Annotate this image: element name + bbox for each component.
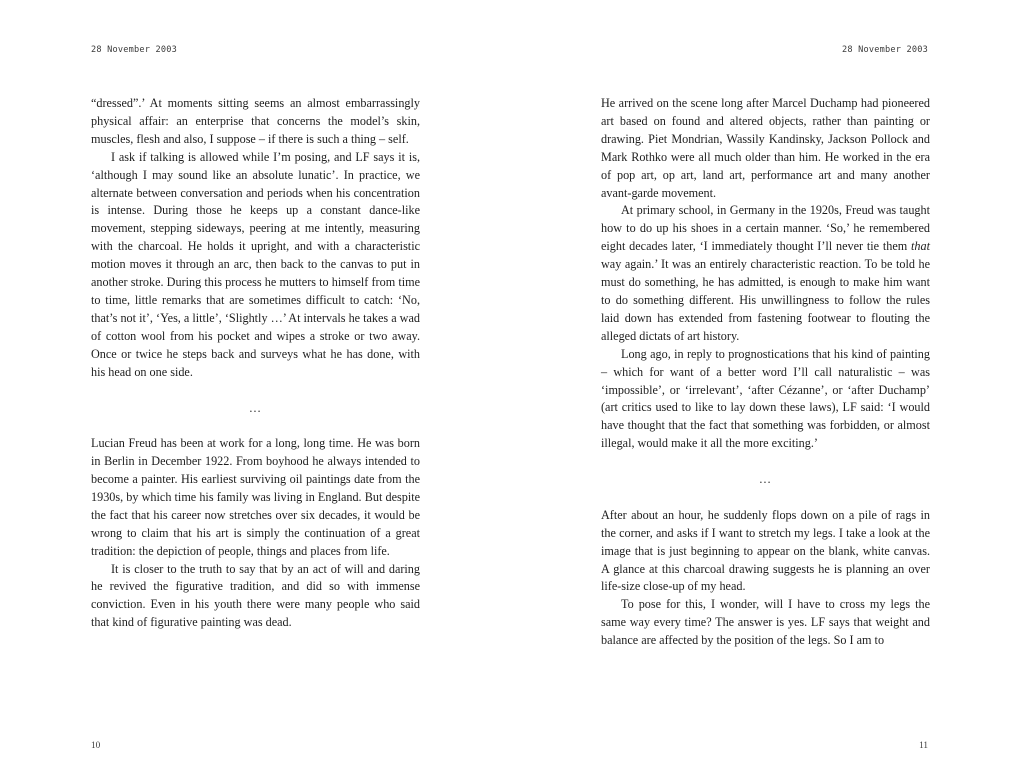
right-page <box>510 0 1020 783</box>
paragraph: He arrived on the scene long after Marcel Duchamp had pioneered art based on found and altered objects, rather than painting or drawing. Piet Mondrian, Wassily Kandinsky, Jackson Pollock and Mark Rothko were all much older than him. He worked in the era of pop art, op art, land art, performance art and many another avant-garde movement. <box>601 96 930 200</box>
italic-emphasis: that <box>911 239 930 254</box>
paragraph: I ask if talking is allowed while I’m posing, and LF says it is, ‘although I may sound like an absolute lunatic’. In practice, we alternate between conversation and periods when his concentration is intense. During those he keeps up a constant dance-like movement, stepping sideways, peering at me intently, measuring with the charcoal. He holds it upright, and with a characteristic motion moves it through an arc, then back to the canvas to put in another stroke. During this process he mutters to himself from time to time, little remarks that are sometimes difficult to catch: ‘No, that’s not it’, ‘Yes, a little’, ‘Slightly …’ At intervals he takes a wad of cotton wool from his pocket and wipes a stroke or two away. Once or twice he steps back and surveys what he has done, with his head on one side. <box>91 149 420 379</box>
running-head-date: 28 November 2003 <box>842 45 928 55</box>
paragraph: Long ago, in reply to prognostications that his kind of painting – which for want of a better word I’ll call naturalistic – was ‘impossible’, or ‘irrelevant’, ‘after Cézanne’, or ‘after Duchamp’ (art critics used to like to lay down these laws), LF said: ‘I would have thought that the fact that something was forbidden, or almost illegal, would make it all the more exciting.’ <box>601 346 930 451</box>
section-break-ellipsis: … <box>248 400 263 415</box>
page-number: 10 <box>91 740 101 750</box>
page-number: 11 <box>919 740 928 750</box>
left-body-text <box>91 95 420 632</box>
running-head-date: 28 November 2003 <box>91 45 177 55</box>
paragraph: To pose for this, I wonder, will I have to cross my legs the same way every time? The answer is yes. LF says that weight and balance are affected by the position of the legs. So I am to <box>601 597 930 648</box>
text-run: At primary school, in Germany in the 1920s, Freud was taught how to do up his shoes in a certain manner. ‘So,’ he remembered eight decades later, ‘I immediately thought I’ll never tie them <box>601 203 930 254</box>
paragraph: “dressed”.’ At moments sitting seems an almost embarrassingly physical affair: an enterprise that concerns the model’s skin, muscles, flesh and also, I suppose – if there is such a thing – self. <box>91 96 420 146</box>
section-break-ellipsis: … <box>758 472 773 487</box>
paragraph: Lucian Freud has been at work for a long, long time. He was born in Berlin in December 1922. From boyhood he always intended to become a painter. His earliest surviving oil paintings date from the 1930s, by which time his family was living in England. But despite the fact that his career now stretches over six decades, it would be wrong to claim that his art is simply the continuation of a great tradition: the depiction of people, things and places from life. <box>91 436 420 558</box>
paragraph: It is closer to the truth to say that by an act of will and daring he revived the figurative tradition, and did so with immense conviction. Even in his youth there were many people who said that kind of figurative painting was dead. <box>91 561 420 630</box>
right-body-text <box>601 95 930 650</box>
text-run: way again.’ It was an entirely characteristic reaction. To be told he must do something, he has admitted, is enough to make him want to do something different. His unwillingness to follow the rules laid down has extended from fastening footwear to flouting the alleged dictats of art history. <box>601 257 930 343</box>
paragraph: After about an hour, he suddenly flops down on a pile of rags in the corner, and asks if I want to stretch my legs. I take a look at the image that is just beginning to appear on the blank, white canvas. A glance at this charcoal drawing suggests he is planning an over life-size close-up of my head. <box>601 507 930 594</box>
paragraph <box>601 202 930 345</box>
